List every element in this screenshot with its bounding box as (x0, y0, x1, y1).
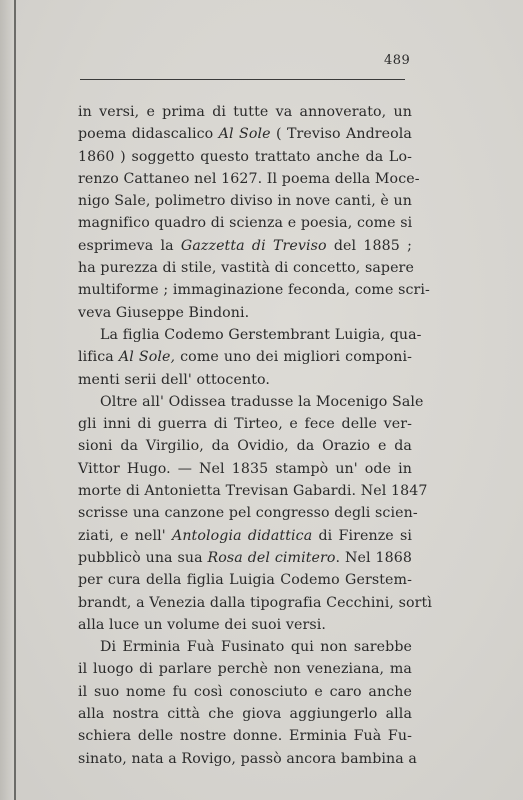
text-run: renzo Cattaneo nel 1627. Il poema della Moce- (78, 170, 420, 187)
text-run: nigo Sale, polimetro diviso in nove canti, è un (78, 193, 412, 210)
text-run: come uno dei migliori componi- (175, 349, 412, 366)
italic-title: Gazzetta di Treviso (180, 237, 327, 254)
text-line (78, 168, 420, 190)
italic-title: Al Sole, (118, 349, 176, 366)
text-line (78, 547, 412, 569)
text-line (78, 681, 412, 703)
text-run: brandt, a Venezia dalla tipografia Cecchini, sortì (78, 594, 432, 611)
text-line (78, 212, 412, 234)
text-line (78, 525, 412, 547)
text-run: 1860 ) soggetto questo trattato anche da Lo- (78, 148, 412, 165)
text-run: scrisse una canzone pel congresso degli scien- (78, 505, 418, 522)
text-run: il suo nome fu così conosciuto e caro anche (78, 683, 412, 700)
text-run: del 1885 ; (326, 237, 412, 254)
text-line (78, 614, 412, 636)
text-line (78, 391, 424, 413)
text-run: gli inni di guerra di Tirteo, e fece delle ver- (78, 416, 412, 433)
text-line (78, 658, 412, 680)
text-run: Oltre all' Odissea tradusse la Mocenigo Sale (100, 393, 424, 410)
text-run: Di Erminia Fuà Fusinato qui non sarebbe (100, 639, 412, 656)
text-line (78, 257, 412, 279)
text-run: esprimeva la (78, 237, 181, 254)
text-run: schiera delle nostre donne. Erminia Fuà Fu- (78, 728, 412, 745)
text-run: magnifico quadro di scienza e poesia, come si (78, 215, 413, 232)
text-line (78, 413, 412, 435)
text-line (78, 101, 412, 123)
italic-title: Rosa del cimitero (207, 549, 336, 566)
text-line (78, 123, 412, 145)
text-line (78, 569, 412, 591)
text-line (78, 636, 412, 658)
text-line (78, 302, 412, 324)
text-line (78, 435, 412, 457)
text-run: menti serii dell' ottocento. (78, 371, 271, 388)
text-run: Vittor Hugo. — Nel 1835 stampò un' ode in (78, 460, 412, 477)
text-run: pubblicò una sua (78, 549, 208, 566)
text-line (78, 703, 412, 725)
text-run: il luogo di parlare perchè non veneziana, ma (78, 661, 412, 678)
text-run: ziati, e nell' (78, 527, 172, 544)
header-rule (80, 79, 405, 80)
italic-title: Antologia didattica (171, 527, 313, 544)
text-line (78, 592, 432, 614)
text-line (78, 346, 412, 368)
text-run: multiforme ; immaginazione feconda, come scri- (78, 282, 430, 299)
text-line (78, 324, 422, 346)
text-run: di Firenze si (312, 527, 413, 544)
binding-edge (14, 0, 16, 800)
text-run: poema didascalico (78, 126, 219, 143)
text-line (78, 369, 412, 391)
text-run: sioni da Virgilio, da Ovidio, da Orazio e da (78, 438, 412, 455)
text-line (78, 725, 412, 747)
paragraph (78, 636, 417, 770)
paragraph (78, 391, 432, 636)
text-line (78, 458, 412, 480)
text-run: . Nel 1868 (335, 549, 412, 566)
text-run: in versi, e prima di tutte va annoverato, un (78, 104, 412, 120)
text-line (78, 279, 430, 301)
text-line (78, 190, 412, 212)
text-run: alla luce un volume dei suoi versi. (78, 616, 326, 633)
binding-shadow (0, 0, 14, 800)
text-run: alla nostra città che giova aggiungerlo alla (78, 706, 412, 723)
text-line (78, 480, 428, 502)
italic-title: Al Sole (218, 126, 271, 143)
text-run: ( Treviso Andreola (270, 126, 412, 143)
text-run: sinato, nata a Rovigo, passò ancora bambina a (78, 750, 417, 767)
text-run: morte di Antonietta Trevisan Gabardi. Nel 1847 (78, 483, 428, 500)
text-run: La figlia Codemo Gerstembrant Luigia, qua- (100, 326, 422, 343)
text-line (78, 235, 412, 257)
text-run: lifica (78, 349, 119, 366)
page-number: 489 (384, 53, 411, 68)
text-run: per cura della figlia Luigia Codemo Gerstem- (78, 572, 412, 589)
text-run: veva Giuseppe Bindoni. (78, 304, 250, 321)
body-text (78, 101, 432, 770)
paragraph (78, 101, 430, 324)
text-line (78, 146, 412, 168)
paragraph (78, 324, 422, 391)
text-run: ha purezza di stile, vastità di concetto, sapere (78, 260, 414, 277)
text-line (78, 502, 418, 524)
text-line (78, 748, 417, 770)
